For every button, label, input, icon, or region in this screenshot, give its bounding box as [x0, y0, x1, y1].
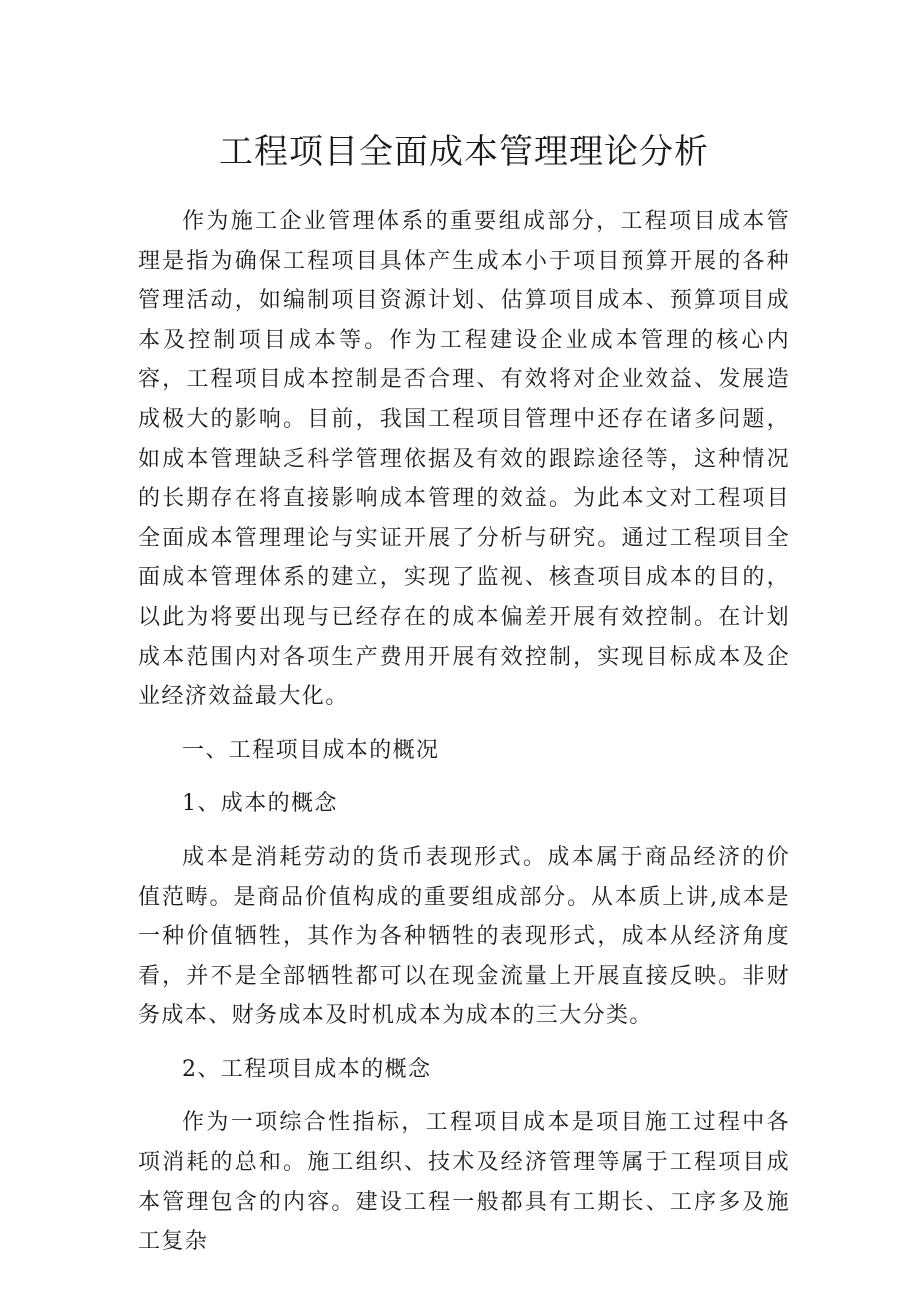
subsection-heading-1: 1、成本的概念 [182, 791, 338, 817]
subsection-heading-2: 2、工程项目成本的概念 [182, 1056, 432, 1082]
subsection-1-paragraph: 成本是消耗劳动的货币表现形式。成本属于商品经济的价值范畴。是商品价值构成的重要组成部分。从本质上讲,成本是一种价值牺牲，其作为各种牺牲的表现形式，成本从经济角度看，并不是全部牺牲都可以在现金流量上开展直接反映。非财务成本、财务成本及时机成本为成本的三大分类。 [138, 844, 790, 1029]
document-title: 工程项目全面成本管理理论分析 [219, 132, 709, 172]
subsection-2-paragraph: 作为一项综合性指标，工程项目成本是项目施工过程中各项消耗的总和。施工组织、技术及经济管理等属于工程项目成本管理包含的内容。建设工程一般都具有工期长、工序多及施工复杂 [138, 1110, 790, 1255]
intro-paragraph: 作为施工企业管理体系的重要组成部分，工程项目成本管理是指为确保工程项目具体产生成本小于项目预算开展的各种管理活动，如编制项目资源计划、估算项目成本、预算项目成本及控制项目成本等。作为工程建设企业成本管理的核心内容，工程项目成本控制是否合理、有效将对企业效益、发展造成极大的影响。目前，我国工程项目管理中还存在诸多问题，如成本管理缺乏科学管理依据及有效的跟踪途径等，这种情况的长期存在将直接影响成本管理的效益。为此本文对工程项目全面成本管理理论与实证开展了分析与研究。通过工程项目全面成本管理体系的建立，实现了监视、核查项目成本的目的，以此为将要出现与已经存在的成本偏差开展有效控制。在计划成本范围内对各项生产费用开展有效控制，实现目标成本及企业经济效益最大化。 [138, 209, 790, 710]
section-heading-1: 一、工程项目成本的概况 [182, 737, 440, 763]
document-page [138, 128, 790, 1262]
